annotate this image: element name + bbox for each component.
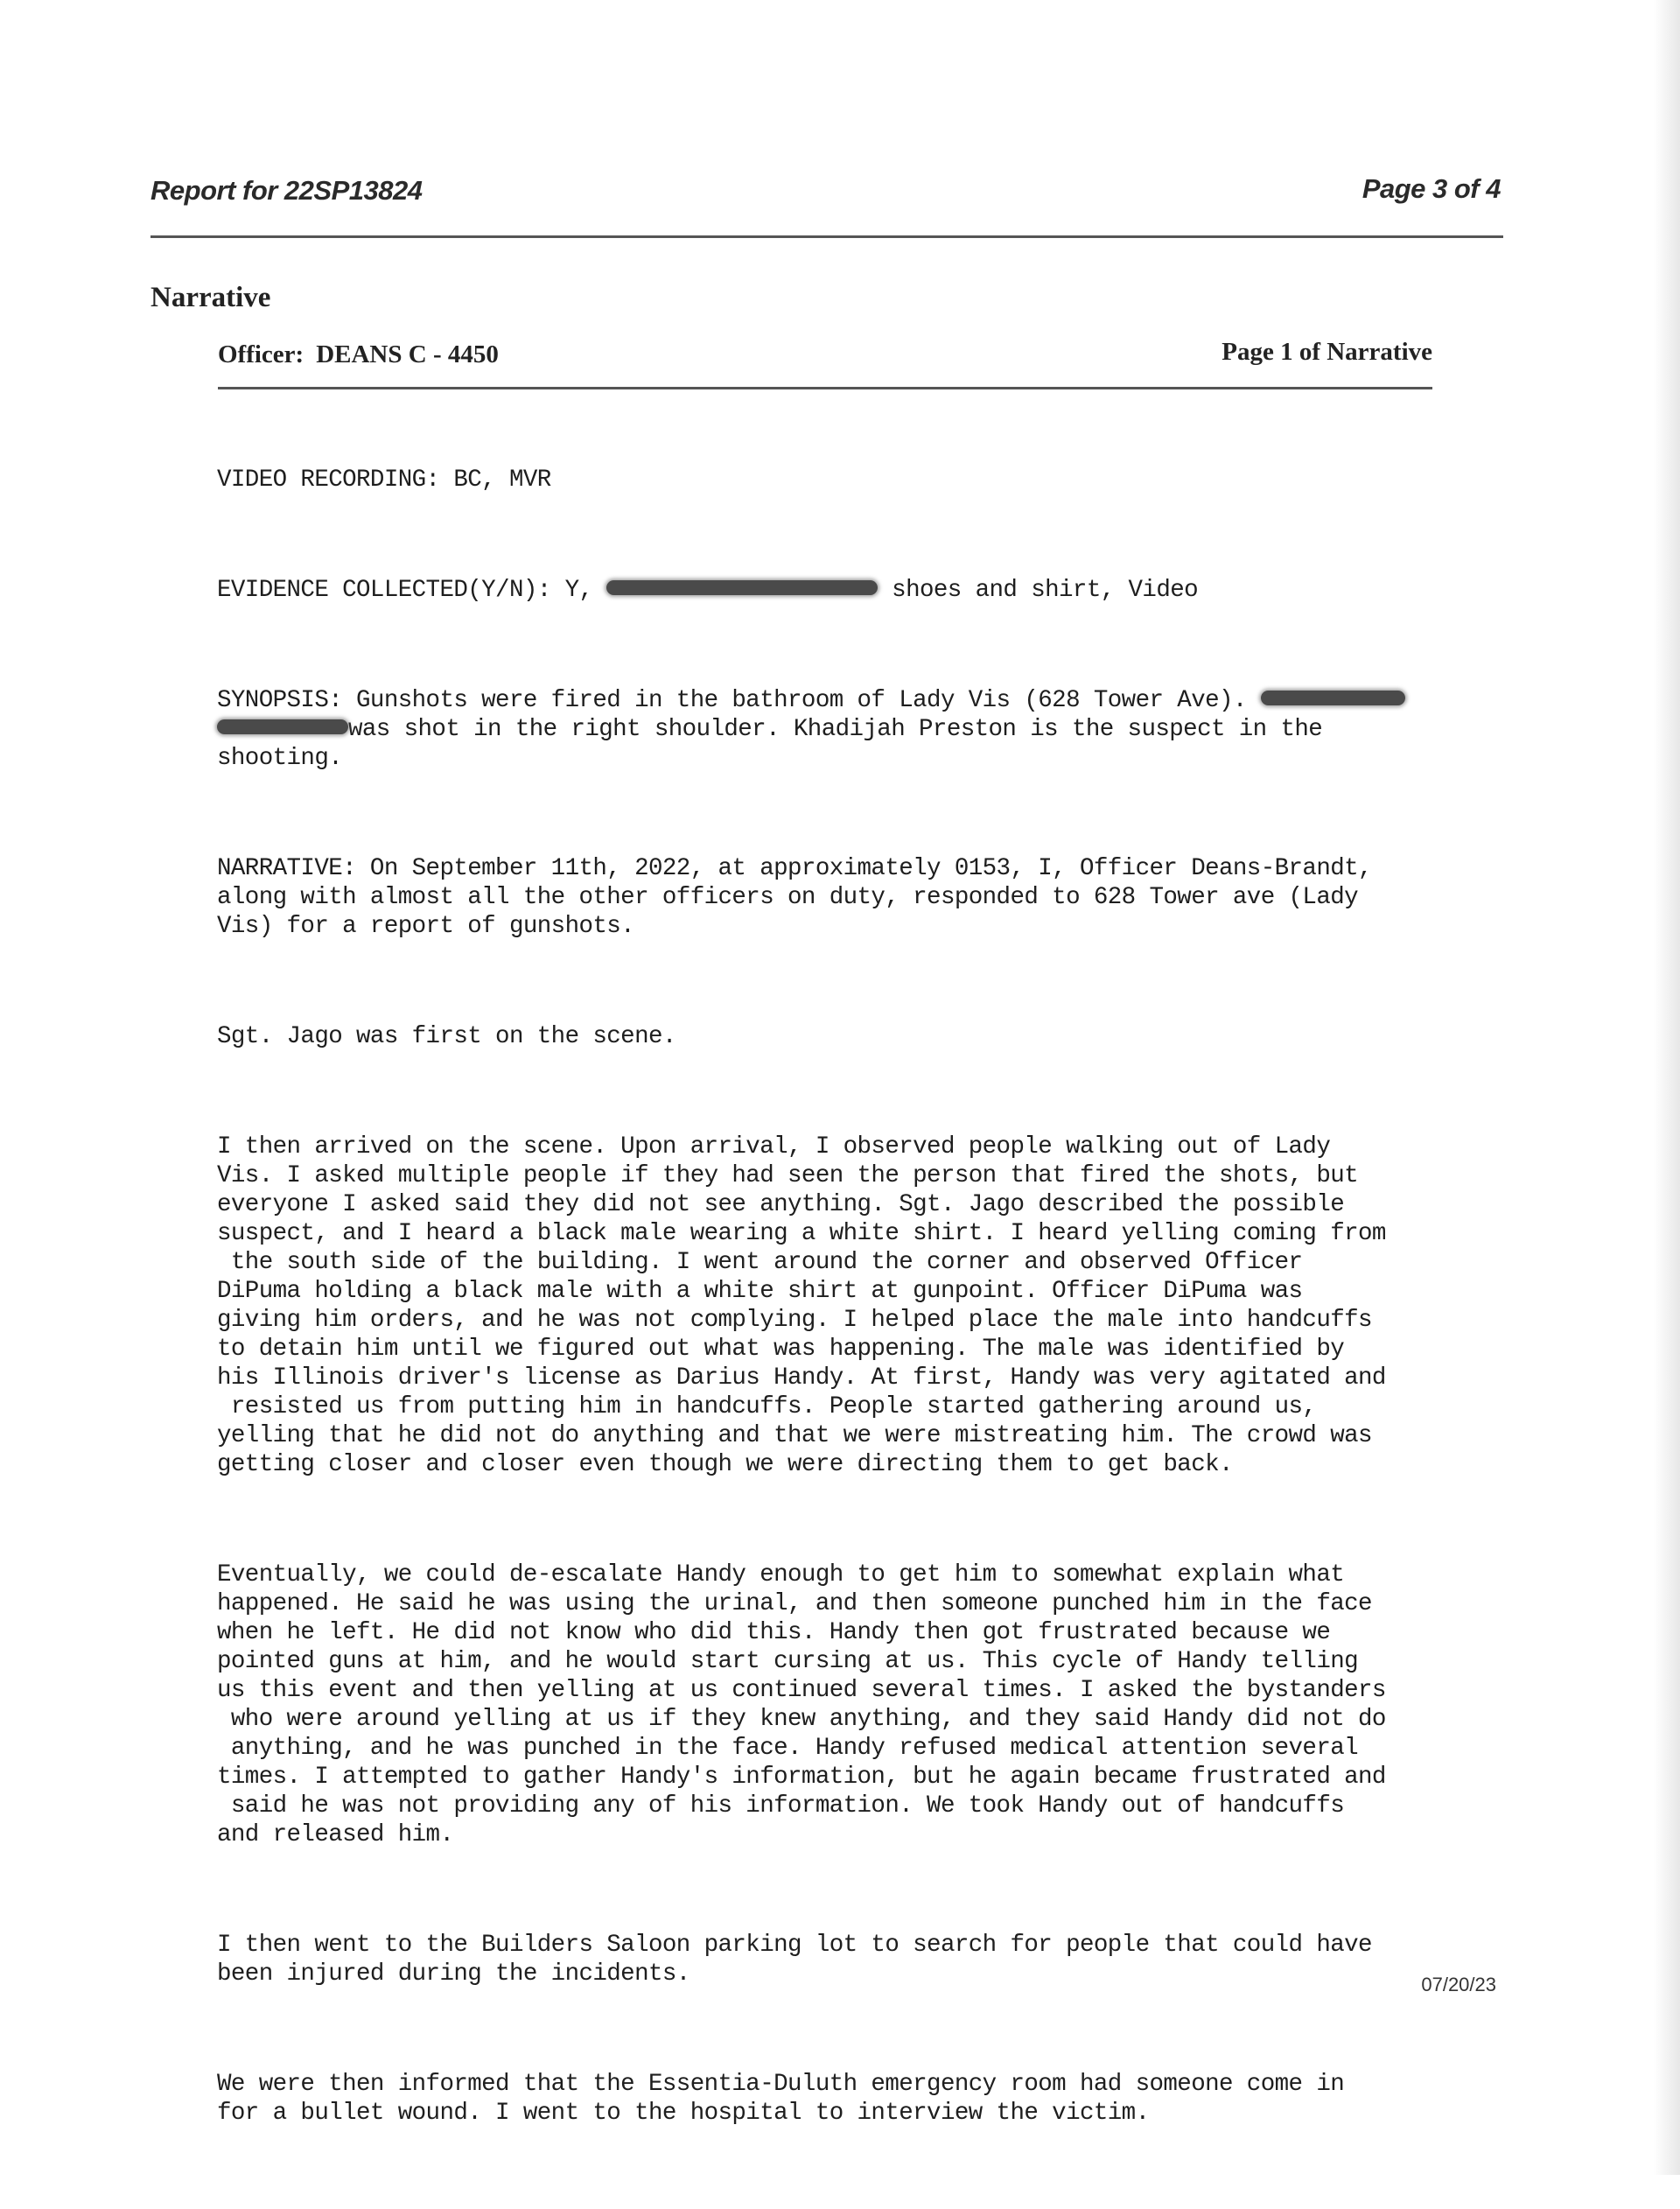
synopsis-line-3: shooting. <box>217 745 343 772</box>
header-divider <box>150 235 1503 238</box>
synopsis-line-2: was shot in the right shoulder. Khadijah Preston is the suspect in the <box>348 716 1323 743</box>
builders-saloon-paragraph: I then went to the Builders Saloon parking lot to search for people that could have been injured during the incidents. <box>217 1932 1372 1988</box>
footer-date: 07/20/23 <box>1421 1974 1496 1995</box>
scan-edge-shadow <box>1654 0 1680 2175</box>
video-recording-line: VIDEO RECORDING: BC, MVR <box>217 466 551 494</box>
hospital-paragraph: We were then informed that the Essentia-Duluth emergency room had someone come in for a bullet wound. I went to the hospital to interview the victim. <box>217 2071 1345 2127</box>
redaction-mark <box>606 580 878 595</box>
narrative-body <box>217 408 1477 2209</box>
evidence-prefix: EVIDENCE COLLECTED(Y/N): Y, <box>217 577 607 604</box>
section-title: Narrative <box>150 282 271 313</box>
evidence-suffix: shoes and shirt, Video <box>878 577 1199 604</box>
officer-line <box>218 340 499 369</box>
officer-name: DEANS C - 4450 <box>316 340 499 368</box>
officer-divider <box>218 387 1432 389</box>
arrival-paragraph: I then arrived on the scene. Upon arrival, I observed people walking out of Lady Vis. I asked multiple people if they had seen the person that fired the shots, but everyone I asked said they did not see anything. Sgt. Jago described the possible suspect, and I heard a black male wearing a white shirt. I heard yelling coming from the south side of the building. I went around the corner and observed Officer DiPuma holding a black male with a white shirt at gunpoint. Officer DiPuma was giving him orders, and he was not complying. I helped place the male into handcuffs to detain him until we figured out what was happening. The male was identified by his Illinois driver's license as Darius Handy. At first, Handy was very agitated and resisted us from putting him in handcuffs. People started gathering around us, yelling that he did not do anything and that we were mistreating him. The crowd was getting closer and closer even though we were directing them to get back. <box>217 1133 1386 1478</box>
report-title: Report for 22SP13824 <box>150 175 423 206</box>
redaction-mark <box>1261 691 1405 705</box>
synopsis-line-1: SYNOPSIS: Gunshots were fired in the bathroom of Lady Vis (628 Tower Ave). <box>217 687 1261 714</box>
synopsis-paragraph <box>217 686 1477 773</box>
jago-paragraph: Sgt. Jago was first on the scene. <box>217 1023 676 1050</box>
page-number: Page 3 of 4 <box>1362 173 1501 204</box>
evidence-line <box>217 576 1477 605</box>
deescalation-paragraph: Eventually, we could de-escalate Handy enough to get him to somewhat explain what happened. He said he was using the urinal, and then someone punched him in the face when he left. He did not know who did this. Handy then got frustrated because we pointed guns at him, and he would start cursing at us. This cycle of Handy telling us this event and then yelling at us continued several times. I asked the bystanders who were around yelling at us if they knew anything, and they said Handy did not do anything, and he was punched in the face. Handy refused medical attention several times. I attempted to gather Handy's information, but he again became frustrated and said he was not providing any of his information. We took Handy out of handcuffs and released him. <box>217 1561 1386 1848</box>
officer-label: Officer: <box>218 340 304 368</box>
narrative-intro-paragraph: NARRATIVE: On September 11th, 2022, at approximately 0153, I, Officer Deans-Brandt, along with almost all the other officers on duty, responded to 628 Tower ave (Lady Vis) for a report of gunshots. <box>217 855 1372 940</box>
redaction-mark <box>217 719 348 734</box>
narrative-page-number: Page 1 of Narrative <box>1222 338 1432 366</box>
